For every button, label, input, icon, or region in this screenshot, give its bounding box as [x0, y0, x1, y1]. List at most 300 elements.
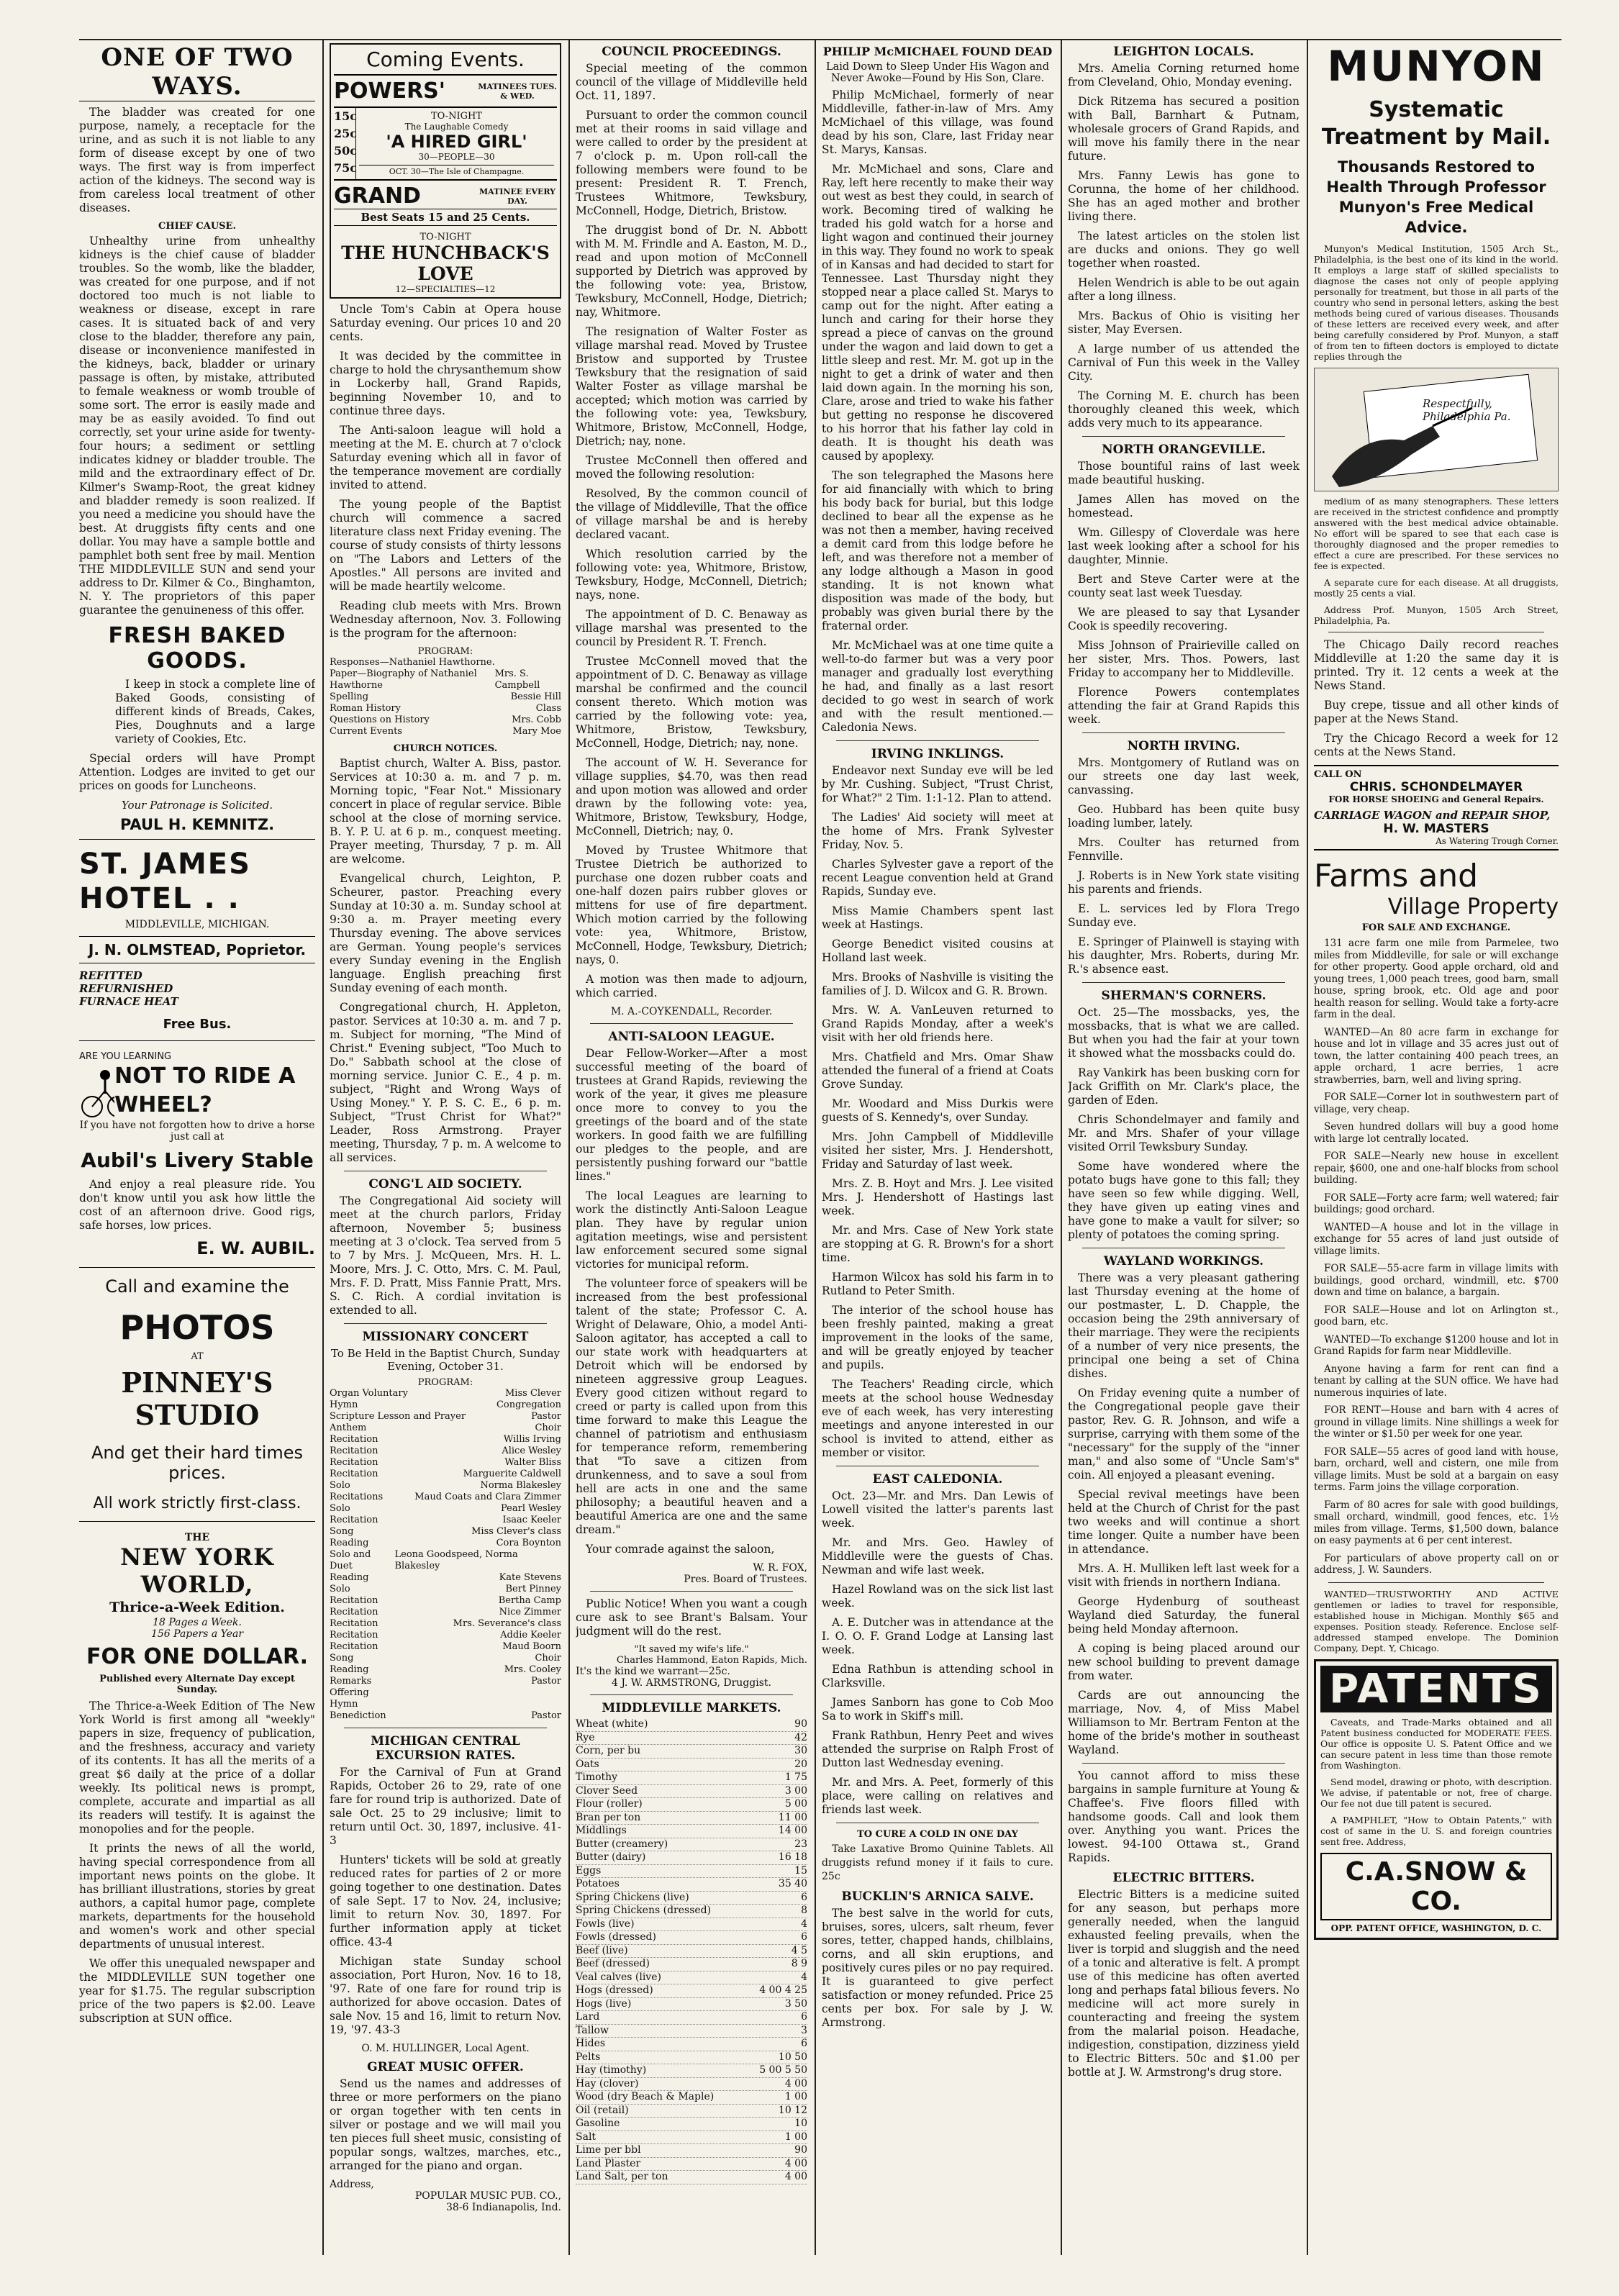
northor-heading: NORTH ORANGEVILLE. — [1102, 443, 1266, 457]
market-row — [576, 2144, 807, 2158]
anti-heading: ANTI-SALOON LEAGUE. — [608, 1030, 775, 1044]
program-row-label: Reading — [330, 1538, 369, 1548]
world-p2: It prints the news of all the world, having special correspondence from all important news points on the globe. It has brilliant illustrations, stories by great authors, a capital humor page, complete markets, departments for the household and women's work and other special departments of unusual interest. — [79, 1842, 315, 1951]
program-row — [330, 1699, 561, 1710]
aid-p: The Congregational Aid society will meet at the church parlors, Friday afternoon, November 5; business meeting at 3 o'clock. Tea served from 5 to 7 by Mrs. J. McQueen, Mrs. H. L. Moore, Mrs. J. C. Otto, Mrs. C. M. Paul, Mrs. F. D. Pratt, Miss Fannie Pratt, Mrs. S. C. Rich. A cordial invitation is extended to all. — [330, 1194, 561, 1317]
photo-p: And get their hard times prices. — [91, 1443, 304, 1483]
oct30: OCT. 30—The Isle of Champagne. — [359, 165, 554, 176]
market-row-label: Hay (clover) — [576, 2077, 639, 2089]
news-item: E. L. services led by Flora Trego Sunday eve. — [1068, 902, 1300, 929]
program-row-value: Nice Zimmer — [499, 1607, 561, 1617]
news-item: Special revival meetings have been held at the Church of Christ for the past two weeks and will continue a short time longer. Quite a number have been in attendance. — [1068, 1488, 1300, 1556]
people: 30—PEOPLE—30 — [418, 152, 495, 162]
livery-title: Aubil's Livery Stable — [81, 1148, 314, 1172]
separator — [1082, 982, 1285, 983]
news-item: Those bountiful rains of last week made beautiful husking. — [1068, 460, 1300, 486]
program-row-label: Reading — [330, 1572, 369, 1583]
world-pages: 18 Pages a Week. — [153, 1617, 242, 1628]
program-row-label: Hymn — [330, 1699, 358, 1710]
munyon-title: MUNYON — [1327, 42, 1546, 91]
program-row-value: Maud Boorn — [502, 1641, 561, 1652]
news-item: Mr. and Mrs. Case of New York state are stopping at G. R. Brown's for a short time. — [822, 1224, 1053, 1264]
news-item: J. Roberts is in New York state visiting his parents and friends. — [1068, 869, 1300, 896]
northirv-items — [1068, 756, 1300, 976]
arnica-heading: BUCKLIN'S ARNICA SALVE. — [841, 1889, 1034, 1904]
one-two-p1: The bladder was created for one purpose, namely, a receptacle for the urine, and as such it is not liable to any form of disease except by one of two ways. The first way is from imperfect action of the kidneys. The second way is from careless local treatment of other diseases. — [79, 106, 315, 214]
market-row — [576, 2038, 807, 2051]
program-row — [330, 714, 561, 726]
mcr-p2: Hunters' tickets will be sold at greatly reduced rates for parties of 2 or more going together to one destination. Dates of sale Sept. 17 to Nov. 24, inclusive; limit to return Nov. 30, 1897. For further information apply at ticket office. 43-4 — [330, 1853, 561, 1948]
market-row — [576, 1732, 807, 1746]
program-row — [330, 1687, 561, 1699]
market-row — [576, 1892, 807, 1905]
listing-item: Anyone having a farm for rent can find a tenant by calling at the SUN office. We have had numerous inquiries of late. — [1314, 1363, 1559, 1399]
ride-q: ARE YOU LEARNING — [79, 1051, 172, 1062]
news-item: On Friday evening quite a number of the Congregational people gave their pastor, Rev. G. R. Johnson, and wife a surprise, carrying with them some of the "necessary" for the supply of the "inner man," and also some of "Uncle Sam's" coin. All enjoyed a pleasant evening. — [1068, 1387, 1300, 1481]
anti-sig2: Pres. Board of Trustees. — [684, 1574, 807, 1585]
church-p3: Congregational church, H. Appleton, pastor. Services at 10:30 a. m. and 7 p. m. Subject for morning, "The Mind of Christ." Evening subject, "Too Much to Do." Sabbath school at the close of morning service. Junior C. E., 4 p. m. subject, "Right and Wrong Ways of Using Money." Y. P. S. C. E., 6 p. m. Subject, "Trust Christ for What?" Leader, Ross Armstrong. Prayer meeting, Thursday, 7 p. m. A welcome to all services. — [330, 1001, 561, 1164]
church-p2: Evangelical church, Leighton, P. Scheurer, pastor. Preaching every Sunday at 10:30 a. m. Sunday school at 9:30 a. m. Prayer meeting every Thursday evening. The above services are German. Young people's services every Sunday evening in the English language. English preaching first Sunday evening of each month. — [330, 872, 561, 994]
news-item: Edna Rathbun is attending school in Clarksville. — [822, 1663, 1053, 1689]
tonight2: TO-NIGHT — [420, 232, 471, 242]
program-row — [330, 1595, 561, 1607]
listing-item: For particulars of above property call on or address, J. W. Saunders. — [1314, 1552, 1559, 1576]
program-row-label: Solo — [330, 1503, 350, 1514]
market-row-label: Hogs (live) — [576, 1997, 632, 2010]
c3-p2: Pursuant to order the common council met at their rooms in said village and were called to order by the president at 7 o'clock p. m. Upon roll-call the following members were found to be present: President R. T. French, Trustees Whitmore, Tewksbury, McConnell, Hodge, Dietrich, Bristow. — [576, 109, 807, 217]
news-item: Mrs. Fanny Lewis has gone to Corunna, the home of her childhood. She has an aged mother and brother living there. — [1068, 169, 1300, 223]
market-row-value: 4 00 4 25 — [759, 1984, 807, 1996]
program-row — [330, 1480, 561, 1492]
news-item: Mrs. John Campbell of Middleville visited her sister, Mrs. J. Hendershott, Friday and Saturday of last week. — [822, 1130, 1053, 1171]
one-two-title: ONE OF TWO WAYS. — [79, 43, 315, 101]
livery-p: And enjoy a real pleasure ride. You don't know until you ask how little the cost of an afternoon drive. Good rigs, safe horses, low prices. — [79, 1178, 315, 1232]
market-row — [576, 1984, 807, 1998]
separator — [1082, 1763, 1285, 1764]
c3-p7: Which resolution carried by the following vote: yea, Whitmore, Bristow, Tewksbury, Hodge, McConnell, Dietrich; nays, none. — [576, 548, 807, 602]
mission-sub: To Be Held in the Baptist Church, Sunday Evening, October 31. — [330, 1347, 561, 1373]
northor-items — [1068, 460, 1300, 727]
separator — [1082, 436, 1285, 437]
market-row-value: 10 50 — [778, 2051, 807, 2063]
listing-item: FOR SALE—55-acre farm in village limits with buildings, good orchard, windmill, etc. $700 down and time on balance, a bargain. — [1314, 1263, 1559, 1298]
program-row-value: Leona Goodspeed, Norma Blakesley — [394, 1549, 518, 1571]
program-row — [330, 1618, 561, 1630]
program-row-label: Solo — [330, 1480, 350, 1491]
c3-p8: The appointment of D. C. Benaway as village marshal was presented to the council by President R. T. French. — [576, 608, 807, 648]
market-row — [576, 2158, 807, 2172]
market-row-value: 8 9 — [791, 1958, 807, 1969]
markets-table — [576, 1718, 807, 2184]
market-row — [576, 1878, 807, 1892]
forsale-heading: FOR SALE AND EXCHANGE. — [1361, 922, 1511, 933]
one-two-p2: Unhealthy urine from unhealthy kidneys is the chief cause of bladder troubles. So the womb, like the bladder, was created for one purpose, and if not doctored too much is not liable to weakness or disease, except in rare cases. It is situated back of and very close to the bladder, therefore any pain, disease or inconvenience manifested in the kidneys, back, bladder or urinary passage is often, by mistake, attributed to female weakness or womb trouble of some sort. The error is easily made and may be as easily avoided. To find out correctly, set your urine aside for twenty-four hours; a sediment or settling indicates kidney or bladder trouble. The mild and the extraordinary effect of Dr. Kilmer's Swamp-Root, the great kidney and bladder remedy is soon realized. If you need a medicine you should have the best. At druggists fifty cents and one dollar. You may have a sample bottle and pamphlet both sent free by mail. Mention THE MIDDLEVILLE SUN and send your address to Dr. Kilmer & Co., Binghamton, N. Y. The proprietors of this paper guarantee the genuineness of this offer. — [79, 235, 315, 617]
trough: As Watering Trough Corner. — [1436, 836, 1559, 846]
program-row-label: Reading — [330, 1664, 369, 1675]
program-row-value: Mrs. S. Campbell — [494, 668, 540, 691]
market-row — [576, 1785, 807, 1799]
program-row-value: Mary Moe — [512, 726, 561, 737]
grand: GRAND — [334, 183, 421, 209]
livery-name: E. W. AUBIL. — [79, 1238, 315, 1268]
hunchback: THE HUNCHBACK'S LOVE — [341, 242, 550, 284]
news-item: Mrs. Z. B. Hoyt and Mrs. J. Lee visited Mrs. J. Hendershott of Hastings last week. — [822, 1177, 1053, 1217]
program-row-label: Current Events — [330, 726, 402, 737]
phil-p1: Philip McMichael, formerly of near Middleville, father-in-law of Mrs. Amy McMichael of this village, was found dead by his son, Clare, last Friday near St. Marys, Kansas. — [822, 89, 1053, 156]
program-row-label: Recitation — [330, 1469, 378, 1479]
fresh-p: I keep in stock a complete line of Baked Goods, consisting of different kinds of Breads, Cakes, Pies, Doughnuts and a large variety of Cookies, Etc. — [115, 678, 315, 745]
leighton-items — [1068, 62, 1300, 430]
aid-heading: CONG'L AID SOCIETY. — [368, 1177, 522, 1192]
program-row-label: Recitation — [330, 1515, 378, 1525]
mcr-agent: O. M. HULLINGER, Local Agent. — [361, 2043, 530, 2054]
market-row-label: Wheat (white) — [576, 1718, 648, 1730]
market-row-label: Corn, per bu — [576, 1745, 641, 1756]
hotel-furnace: FURNACE HEAT — [79, 995, 178, 1008]
column-6 — [1314, 39, 1559, 2262]
listing-item: FOR SALE—55 acres of good land with house, barn, orchard, well and cistern, one mile from village limits. Must be sold at a bargain on easy terms. Farm joins the village corporation. — [1314, 1446, 1559, 1493]
program-row-label: Solo — [330, 1584, 350, 1594]
market-row-label: Tallow — [576, 2024, 609, 2036]
chicago-p: The Chicago Daily record reaches Middleville at 1:20 the same day it is printed. Try it. 12 cents a week at the News Stand. — [1314, 638, 1559, 692]
market-row-value: 6 — [801, 1931, 807, 1943]
c3-p10: The account of W. H. Severance for village supplies, $4.70, was then read and upon motion was allowed and order drawn by the following vote: yea, Whitmore, Bristow, Tewksbury, Hodge, McConnell, Dietrich; nay, 0. — [576, 756, 807, 838]
market-row-value: 16 18 — [778, 1851, 807, 1863]
music-p: Send us the names and addresses of three or more performers on the piano or organ together with ten cents in silver or postage and we will mail you ten pieces full sheet music, consisting of popular songs, waltzes, marches, etc., arranged for the piano and organ. — [330, 2077, 561, 2172]
program-row-label: Paper—Biography of Nathaniel Hawthorne — [330, 668, 477, 691]
program-row — [330, 703, 561, 714]
column-rule — [322, 39, 324, 2255]
news-item: Hazel Rowland was on the sick list last week. — [822, 1583, 1053, 1610]
market-row-value: 10 12 — [778, 2104, 807, 2116]
snow-addr: OPP. PATENT OFFICE, WASHINGTON, D. C. — [1330, 1923, 1542, 1933]
program-row-value: Bert Pinney — [505, 1584, 561, 1594]
listing-item: WANTED—A house and lot in the village in exchange for 55 acres of land just outside of village limits. — [1314, 1221, 1559, 1257]
prices-left: 15c 25c 50c 75c — [334, 108, 356, 179]
photo-call: Call and examine the — [105, 1276, 289, 1297]
market-row — [576, 2051, 807, 2065]
program-row-value: Pastor — [531, 1710, 561, 1721]
photo-p2: All work strictly first-class. — [79, 1494, 315, 1522]
listing-item: WANTED—An 80 acre farm in exchange for house and lot in village and 35 acres just out of town, the latter containing 400 peach trees, an apple orchard, 1 acre berries, 1 acre strawberries, barn, well and living spring. — [1314, 1026, 1559, 1086]
world-p: The Thrice-a-Week Edition of The New York World is first among all "weekly" papers in size, frequency of publication, and the freshness, accuracy and variety of its contents. It has all the merits of a great $6 daily at the price of a dollar weekly. Its political news is prompt, complete, accurate and impartial as all its readers will testify. It is against the monopolies and for the people. — [79, 1700, 315, 1836]
news-item: James Allen has moved on the homestead. — [1068, 493, 1300, 519]
schondelmayer-ad — [1314, 765, 1559, 850]
market-row — [576, 1745, 807, 1759]
market-row — [576, 1865, 807, 1879]
play: 'A HIRED GIRL' — [386, 132, 527, 152]
news-item: Chris Schondelmayer and family and Mr. and Mrs. Shafer of your village visited Orril Tewksbury Sunday. — [1068, 1113, 1300, 1153]
program-row — [330, 1538, 561, 1549]
news-item: Frank Rathbun, Henry Peet and wives attended the surprise on Ralph Frost of Dutton last Wednesday evening. — [822, 1729, 1053, 1769]
program-row — [330, 1607, 561, 1618]
systematic: Systematic Treatment by Mail. — [1321, 97, 1551, 150]
market-row-value: 6 — [801, 1891, 807, 1903]
mission-program-heading: PROGRAM: — [417, 1377, 473, 1388]
leighton-heading: LEIGHTON LOCALS. — [1113, 45, 1254, 59]
program-row-value: Pastor — [531, 1411, 561, 1422]
column-2 — [330, 39, 561, 2262]
wayland-heading: WAYLAND WORKINGS. — [1103, 1254, 1264, 1269]
market-row-value: 10 — [794, 2118, 807, 2129]
program-row — [330, 1503, 561, 1515]
market-row — [576, 2078, 807, 2092]
c3-p6: Resolved, By the common council of the village of Middleville, That the office of village marshal be and is hereby declared vacant. — [576, 487, 807, 541]
market-row — [576, 2025, 807, 2038]
news-item: The Corning M. E. church has been thoroughly cleaned this week, which adds very much to its appearance. — [1068, 389, 1300, 430]
market-row-label: Potatoes — [576, 1878, 620, 1889]
news-item: Wm. Gillespy of Cloverdale was here last week looking after a school for his daughter, Minnie. — [1068, 526, 1300, 566]
market-row-label: Middlings — [576, 1825, 627, 1836]
program-row-label: Song — [330, 1526, 354, 1537]
notice-q2: Charles Hammond, Eaton Rapids, Mich. — [616, 1655, 807, 1666]
program-row-value: Walter Bliss — [504, 1457, 561, 1468]
program-row — [330, 1710, 561, 1722]
program-row-value: Choir — [535, 1422, 561, 1433]
market-row-value: 1 00 — [784, 2131, 807, 2143]
market-row — [576, 2064, 807, 2078]
market-row-value: 30 — [794, 1745, 807, 1756]
program-row-value: Mrs. Cooley — [504, 1664, 561, 1675]
program-row-label: Recitation — [330, 1457, 378, 1468]
news-item: A coping is being placed around our new school building to prevent damage from water. — [1068, 1642, 1300, 1682]
photo-studio: PINNEY'S STUDIO — [121, 1366, 273, 1431]
hand-letter-illustration — [1314, 368, 1559, 491]
news-item: A large number of us attended the Carnival of Fun this week in the Valley City. — [1068, 342, 1300, 383]
world-title: NEW YORK WORLD, — [120, 1543, 274, 1598]
market-row — [576, 2091, 807, 2105]
news-item: Geo. Hubbard has been quite busy loading lumber, lately. — [1068, 803, 1300, 830]
notice-q: "It saved my wife's life." — [634, 1644, 749, 1655]
best-seats: Best Seats 15 and 25 Cents. — [334, 209, 557, 226]
world-sub: Thrice-a-Week Edition. — [109, 1600, 285, 1615]
market-row — [576, 1918, 807, 1932]
patents-p: Caveats, and Trade-Marks obtained and all Patent business conducted for MODERATE FEES. Our office is opposite U. S. Patent Office and we can secure patent in less time than those remote from Washington. — [1320, 1716, 1552, 1771]
tonight: TO-NIGHT — [430, 111, 483, 122]
market-row-label: Spring Chickens (dressed) — [576, 1905, 712, 1916]
cold-p: Take Laxative Bromo Quinine Tablets. All druggists refund money if it fails to cure. 25c — [822, 1843, 1053, 1882]
news-item: Mrs. W. A. VanLeuven returned to Grand Rapids Monday, after a week's visit with her old friends here. — [822, 1004, 1053, 1044]
news-item: A. E. Dutcher was in attendance at the I. O. O. F. Grand Lodge at Lansing last week. — [822, 1616, 1053, 1656]
news-item: Harmon Wilcox has sold his farm in to Rutland to Peter Smith. — [822, 1271, 1053, 1297]
signature: Respectfully, Philadelphia Pa. — [1423, 397, 1511, 423]
world-dollar: FOR ONE DOLLAR. — [86, 1644, 308, 1669]
eastcal-items — [822, 1489, 1053, 1817]
news-item: George Hydenburg of southeast Wayland died Saturday, the funeral being held Monday afternoon. — [1068, 1595, 1300, 1635]
program-row-label: Offering — [330, 1687, 369, 1698]
munyon-p2: medium of as many stenographers. These letters are received in the strictest confidence and promptly answered with the best medical advice obtainable. No effort will be spared to see that each case is thoroughly diagnosed and the proper remedies to effect a cure are prescribed. For these services no fee is expected. — [1314, 496, 1559, 571]
carriage: CARRIAGE WAGON and REPAIR SHOP, — [1314, 809, 1551, 822]
program-row-label: Responses—Nathaniel Hawthorne. — [330, 657, 495, 668]
news-item: Florence Powers contemplates attending the fair at Grand Rapids this week. — [1068, 686, 1300, 726]
market-row-value: 4 00 — [784, 2171, 807, 2182]
separator — [590, 1591, 793, 1592]
listing-item: WANTED—To exchange $1200 house and lot in Grand Rapids for farm near Middleville. — [1314, 1333, 1559, 1357]
market-row-value: 42 — [794, 1731, 807, 1743]
program-row — [330, 1584, 561, 1595]
irving-heading: IRVING INKLINGS. — [871, 747, 1004, 761]
news-item: Ray Vankirk has been busking corn for Jack Griffith on Mr. Clark's place, the garden of Eden. — [1068, 1066, 1300, 1107]
c3-p11: Moved by Trustee Whitmore that Trustee Dietrich be authorized to purchase one dozen rubber coats and one-half dozen pairs rubber gloves or mittens for use of fire department. Which motion carried by the following vote: yea, Whitmore, Bristow, McConnell, Hodge, Tewksbury, Dietrich; nays, 0. — [576, 844, 807, 966]
program-row-label: Recitation — [330, 1434, 378, 1445]
market-row-label: Gasoline — [576, 2118, 620, 2129]
column-rule — [1061, 39, 1062, 2255]
ride-title: NOT TO RIDE A WHEEL? — [114, 1063, 296, 1117]
program-row-value: Cora Boynton — [496, 1538, 561, 1548]
program-row — [330, 1676, 561, 1687]
market-row-label: Fowls (dressed) — [576, 1931, 656, 1943]
market-row-label: Veal calves (live) — [576, 1971, 661, 1983]
program-row-label: Questions on History — [330, 714, 430, 725]
hotel-prop: J. N. OLMSTEAD, Poprietor. — [79, 936, 315, 963]
market-row-value: 4 5 — [791, 1944, 807, 1956]
news-item: Bert and Steve Carter were at the county seat last week Tuesday. — [1068, 573, 1300, 599]
anti-sig: W. R. FOX, — [753, 1562, 807, 1574]
market-row — [576, 1958, 807, 1971]
listing-item: FOR SALE—Nearly new house in excellent repair, $600, one and one-half blocks from school building. — [1314, 1151, 1559, 1186]
village-prop: Village Property — [1387, 894, 1559, 920]
music-heading: GREAT MUSIC OFFER. — [367, 2060, 524, 2074]
market-row-label: Beef (dressed) — [576, 1958, 650, 1969]
market-row-value: 90 — [794, 2144, 807, 2156]
separator — [836, 740, 1039, 741]
council-heading: COUNCIL PROCEEDINGS. — [602, 45, 781, 59]
program-row-value: Norma Blakesley — [480, 1480, 561, 1491]
young-p: You cannot afford to miss these bargains in sample furniture at Young & Chaffee's. Five floors filled with handsome goods. Call and look them over. Anything you want. Prices the lowest. 94-100 Ottawa st., Grand Rapids. — [1068, 1769, 1300, 1864]
market-row-value: 20 — [794, 1758, 807, 1770]
phil-p3: The son telegraphed the Masons here for aid financially with which to bring his body back for burial, but this lodge declined to bear all the expense as he was not then a member, having received a demit card from this lodge before he left, and was therefore not a member of any lodge although a Mason in good standing. It is not known what disposition was made of the body, but probably was given burial there by the fraternal order. — [822, 469, 1053, 632]
program-row — [330, 1664, 561, 1676]
market-row-value: 3 00 — [784, 1784, 807, 1797]
news-item: Mrs. Coulter has returned from Fennville. — [1068, 836, 1300, 863]
mcr-p1: For the Carnival of Fun at Grand Rapids, October 26 to 29, rate of one fare for round trip is authorized. Date of sale Oct. 25 to 29 inclusive; limit to return until Oct. 30, 1897, inclusive. 41-3 — [330, 1766, 561, 1847]
market-row-label: Rye — [576, 1731, 595, 1743]
program-row — [330, 657, 561, 668]
listing-item: FOR SALE—House and lot on Arlington st., good barn, etc. — [1314, 1304, 1559, 1328]
market-row-label: Butter (creamery) — [576, 1838, 668, 1850]
world-papers: 156 Papers a Year — [150, 1628, 244, 1640]
program-row-value: Class — [535, 703, 561, 714]
bitters-heading: ELECTRIC BITTERS. — [1112, 1871, 1255, 1885]
market-row-label: Land Plaster — [576, 2157, 641, 2169]
c3-p5: Trustee McConnell then offered and moved the following resolution: — [576, 454, 807, 481]
market-row-value: 1 00 — [784, 2091, 807, 2102]
market-row — [576, 1971, 807, 1985]
news-item: Oct. 23—Mr. and Mrs. Dan Lewis of Lowell visited the latter's parents last week. — [822, 1489, 1053, 1530]
c2-p5: Reading club meets with Mrs. Brown Wednesday afternoon, Nov. 3. Following is the program for the afternoon: — [330, 599, 561, 640]
notice-p: Public Notice! When you want a cough cure ask to see Brant's Balsam. Your judgment will do the rest. — [576, 1597, 807, 1638]
program-row — [330, 1653, 561, 1664]
patents-p3: A PAMPHLET, "How to Obtain Patents," with cost of same in the U. S. and foreign countries sent free. Address, — [1320, 1814, 1552, 1847]
program-row-label: Song — [330, 1653, 354, 1664]
notice-sig: 4 J. W. ARMSTRONG, Druggist. — [612, 1677, 771, 1689]
market-row — [576, 1838, 807, 1852]
program-row-value: Bessie Hill — [510, 691, 561, 702]
market-row — [576, 2131, 807, 2145]
market-row-label: Bran per ton — [576, 1811, 641, 1823]
market-row-label: Oil (retail) — [576, 2104, 629, 2116]
laughable: The Laughable Comedy — [404, 122, 509, 132]
fresh-title: FRESH BAKED GOODS. — [108, 623, 286, 673]
column-rule — [815, 39, 816, 2255]
news-item: Miss Mamie Chambers spent last week at Hastings. — [822, 904, 1053, 931]
c3-p4: The resignation of Walter Foster as village marshal read. Moved by Trustee Bristow and supported by Trustee Tewksbury that the resignation of said Walter Foster as village marshal be accepted; which motion was carried by the following vote: yea, Tewksbury, Whitmore, Bristow, McConnell, Hodge, Dietrich; nay, none. — [576, 325, 807, 448]
snow: C.A.SNOW & CO. — [1320, 1853, 1552, 1920]
c3-p1: Special meeting of the common council of the village of Middleville held Oct. 11, 1897. — [576, 62, 807, 102]
program-row-value: Miss Clever — [505, 1388, 561, 1399]
separator — [1328, 1582, 1544, 1583]
patents-p2: Send model, drawing or photo, with description. We advise, if patentable or not, free of charge. Our fee not due till patent is secured. — [1320, 1776, 1552, 1809]
ride-p: If you have not forgotten how to drive a horse just call at — [79, 1120, 315, 1143]
crepe-p: Buy crepe, tissue and all other kinds of paper at the News Stand. — [1314, 699, 1559, 725]
schon: CHRIS. SCHONDELMAYER — [1349, 780, 1523, 794]
munyon-addr: Address Prof. Munyon, 1505 Arch Street, Philadelphia, Pa. — [1314, 604, 1559, 626]
farms-title: Farms and — [1314, 858, 1479, 894]
farms-listings — [1314, 938, 1559, 1576]
news-item: Mrs. Backus of Ohio is visiting her sister, May Eversen. — [1068, 309, 1300, 336]
column-4 — [822, 39, 1053, 2262]
separator — [1082, 732, 1285, 733]
separator — [344, 1323, 547, 1324]
irving-items — [822, 764, 1053, 1460]
program-row — [330, 1457, 561, 1469]
program-heading: PROGRAM: — [417, 646, 473, 657]
wayland-items — [1068, 1271, 1300, 1757]
patents-title: PATENTS — [1320, 1666, 1552, 1712]
call-on: CALL ON — [1314, 769, 1362, 780]
thousands: Thousands Restored to Health Through Professor Munyon's Free Medical Advice. — [1326, 158, 1546, 236]
program-row-value: Bertha Camp — [498, 1595, 561, 1606]
market-row-value: 23 — [794, 1838, 807, 1850]
masters: H. W. MASTERS — [1383, 822, 1489, 836]
hotel-refit: REFITTED — [79, 969, 142, 982]
program-row-value: Marguerite Caldwell — [463, 1469, 561, 1479]
market-row-label: Clover Seed — [576, 1784, 638, 1797]
program-row-label: Hymn — [330, 1399, 358, 1410]
listing-item: FOR RENT—House and barn with 4 acres of ground in village limits. Nine shillings a week for the winter or $1.50 per week for one year. — [1314, 1405, 1559, 1440]
column-5 — [1068, 39, 1300, 2262]
news-item: Cards are out announcing the marriage, Nov. 4, of Miss Mabel Williamson to Mr. Bertram Fenton at the home of the bride's mother in southeast Wayland. — [1068, 1689, 1300, 1756]
market-row-label: Butter (dairy) — [576, 1851, 646, 1863]
market-row-value: 90 — [794, 1718, 807, 1730]
news-item: Helen Wendrich is able to be out again after a long illness. — [1068, 276, 1300, 303]
chicago2-p: Try the Chicago Record a week for 12 cents at the News Stand. — [1314, 732, 1559, 758]
hotel-refurn: REFURNISHED — [79, 982, 173, 995]
market-row-label: Spring Chickens (live) — [576, 1891, 689, 1903]
phil-p2: Mr. McMichael and sons, Clare and Ray, left here recently to make their way out west as best they could, in search of work. Becoming tired of walking he traded his gold watch for a horse and light wagon and continued their journey in this way. They found no work to speak of in Kansas and had decided to start for Tennessee. Last Thursday night they stopped near a place called St. Marys to camp out for the night. After eating a lunch and caring for their horse they spread a piece of canvas on the ground under the wagon and laid down to get a little sleep and rest. Mr. M. got up in the night to get a drink of water and then laid down again. In the morning his son, Clare, arose and tried to wake his father but getting no response he discovered to his horror that his father lay cold in death. It is thought his death was caused by apoplexy. — [822, 163, 1053, 463]
listing-item: Seven hundred dollars will buy a good home with large lot centrally located. — [1314, 1121, 1559, 1145]
program-row-label: Recitations — [330, 1492, 384, 1502]
photo-at: AT — [191, 1351, 204, 1362]
news-item: The Ladies' Aid society will meet at the home of Mrs. Frank Sylvester Friday, Nov. 5. — [822, 811, 1053, 851]
music-city: 38-6 Indianapolis, Ind. — [446, 2202, 561, 2213]
market-row — [576, 1945, 807, 1959]
matinees: MATINEES TUES. & WED. — [478, 81, 557, 101]
coming-title: Coming Events. — [334, 47, 557, 76]
program-row — [330, 1411, 561, 1422]
column-3 — [576, 39, 807, 2262]
news-item: George Benedict visited cousins at Holland last week. — [822, 938, 1053, 964]
program-row-label: Recitation — [330, 1618, 378, 1629]
market-row-label: Beef (live) — [576, 1944, 628, 1956]
program-row — [330, 1469, 561, 1480]
chief-cause: CHIEF CAUSE. — [158, 221, 236, 232]
c2-p4: The young people of the Baptist church will commence a sacred literature class next Friday evening. The course of study consists of thirty lessons on "The Labors and Letters of the Apostles." All persons are invited and will be made heartily welcome. — [330, 498, 561, 593]
market-row-value: 3 — [801, 2024, 807, 2036]
news-item: The Teachers' Reading circle, which meets at the school house Wednesday eve of each week, has very interesting meetings and anyone interested in our school is invited to attend, either as member or visitor. — [822, 1378, 1053, 1459]
news-item: Mrs. Montgomery of Rutland was on our streets one day last week, canvassing. — [1068, 756, 1300, 797]
news-item: Oct. 25—The mossbacks, yes, the mossbacks, that is what we are called. But when you had the fair at your town it showed what the mossbacks could do. — [1068, 1006, 1300, 1060]
